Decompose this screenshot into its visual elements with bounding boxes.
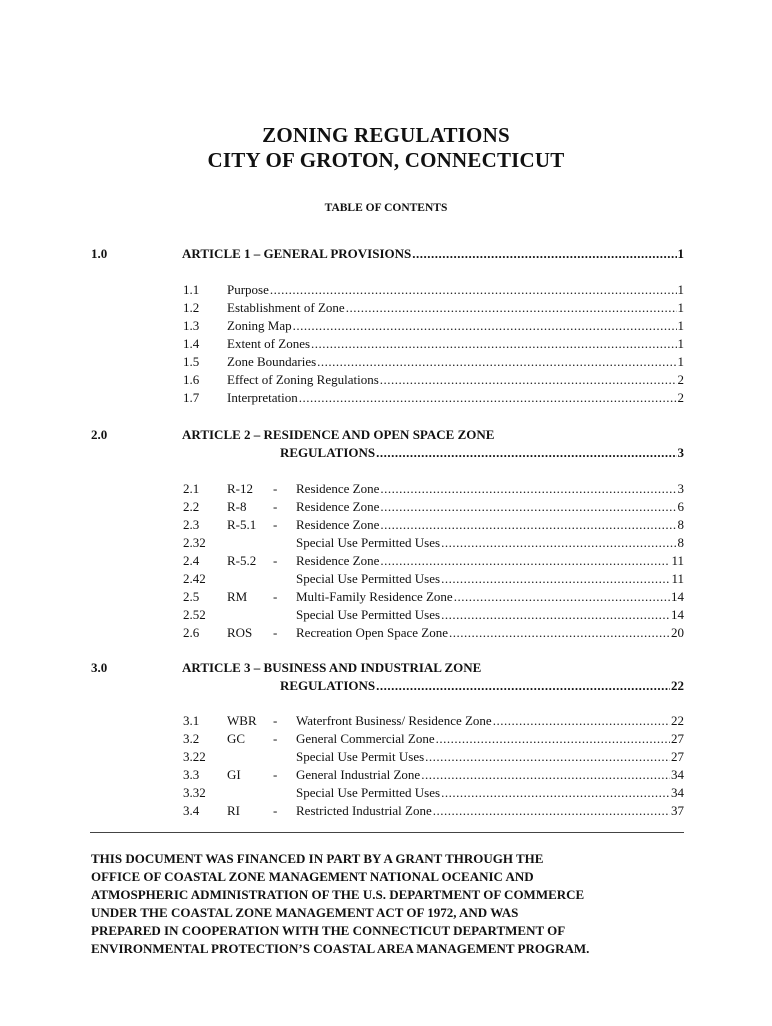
toc-entry-page: 22 <box>671 713 684 728</box>
toc-item-number: 3.4 <box>183 803 200 818</box>
toc-entry-label: Residence Zone <box>296 517 380 532</box>
leader-dots <box>441 535 676 551</box>
funding-notice-line: ENVIRONMENTAL PROTECTION’S COASTAL AREA MANAGEMENT PROGRAM. <box>91 941 590 956</box>
toc-entry[interactable] <box>296 499 684 517</box>
toc-entry-label: Extent of Zones <box>227 336 311 351</box>
toc-entry-label: Multi-Family Residence Zone <box>296 589 453 604</box>
toc-entry-label: General Industrial Zone <box>296 767 421 782</box>
toc-entry-label: Purpose <box>227 282 269 297</box>
toc-entry-page: 20 <box>671 625 684 640</box>
zone-code: R-8 <box>227 499 247 514</box>
toc-entry-page: 11 <box>671 553 684 568</box>
toc-item-number: 2.2 <box>183 499 200 514</box>
horizontal-divider <box>90 832 684 833</box>
funding-notice <box>91 850 691 958</box>
toc-entry-label: Restricted Industrial Zone <box>296 803 432 818</box>
separator-dash: - <box>273 553 278 568</box>
article-3-title[interactable]: ARTICLE 3 – BUSINESS AND INDUSTRIAL ZONE <box>182 660 482 675</box>
toc-item-number: 2.52 <box>183 607 206 622</box>
leader-dots <box>299 390 677 406</box>
article-2-number: 2.0 <box>91 427 108 442</box>
leader-dots <box>436 731 670 747</box>
leader-dots <box>421 767 670 783</box>
leader-dots <box>454 589 670 605</box>
toc-item-number: 1.7 <box>183 390 200 405</box>
toc-item-number: 3.3 <box>183 767 200 782</box>
funding-notice-line: THIS DOCUMENT WAS FINANCED IN PART BY A GRANT THROUGH THE <box>91 851 544 866</box>
toc-item-number: 1.4 <box>183 336 200 351</box>
toc-entry[interactable] <box>296 625 684 643</box>
article-3-page: 22 <box>671 678 684 693</box>
separator-dash: - <box>273 499 278 514</box>
separator-dash: - <box>273 803 278 818</box>
toc-entry-page: 14 <box>671 589 684 604</box>
leader-dots <box>412 246 676 262</box>
toc-entry-page: 2 <box>677 390 684 405</box>
zone-code: R-5.1 <box>227 517 257 532</box>
toc-entry[interactable] <box>227 336 684 354</box>
toc-entry-label: Residence Zone <box>296 481 380 496</box>
toc-entry[interactable] <box>227 300 684 318</box>
leader-dots <box>380 517 676 533</box>
article-1-title: ARTICLE 1 – GENERAL PROVISIONS <box>182 246 412 261</box>
toc-entry-page: 1 <box>677 354 684 369</box>
leader-dots <box>317 354 676 370</box>
leader-dots <box>293 318 677 334</box>
leader-dots <box>441 785 670 801</box>
zone-code: WBR <box>227 713 257 728</box>
toc-entry-page: 1 <box>677 336 684 351</box>
toc-item-number: 1.3 <box>183 318 200 333</box>
leader-dots <box>376 445 676 461</box>
funding-notice-line: ATMOSPHERIC ADMINISTRATION OF THE U.S. DEPARTMENT OF COMMERCE <box>91 887 585 902</box>
leader-dots <box>449 625 670 641</box>
article-1-heading[interactable] <box>182 246 684 262</box>
zone-code: R-12 <box>227 481 253 496</box>
toc-entry-page: 2 <box>677 372 684 387</box>
toc-item-number: 2.3 <box>183 517 200 532</box>
toc-item-number: 2.42 <box>183 571 206 586</box>
toc-entry-page: 3 <box>677 481 684 496</box>
toc-entry-page: 34 <box>671 767 684 782</box>
leader-dots <box>493 713 670 729</box>
leader-dots <box>346 300 677 316</box>
toc-entry-label: Special Use Permitted Uses <box>296 571 441 586</box>
separator-dash: - <box>273 481 278 496</box>
toc-item-number: 2.1 <box>183 481 200 496</box>
toc-entry[interactable] <box>227 390 684 408</box>
toc-entry[interactable] <box>296 767 684 785</box>
toc-entry-label: Zoning Map <box>227 318 292 333</box>
zone-code: RI <box>227 803 240 818</box>
toc-entry-label: Interpretation <box>227 390 298 405</box>
toc-entry[interactable] <box>296 731 684 749</box>
toc-entry[interactable] <box>296 571 684 589</box>
separator-dash: - <box>273 589 278 604</box>
document-title-line1: ZONING REGULATIONS <box>262 123 510 147</box>
toc-entry-label: Zone Boundaries <box>227 354 317 369</box>
toc-item-number: 3.2 <box>183 731 200 746</box>
toc-entry[interactable] <box>296 607 684 625</box>
toc-entry[interactable] <box>296 713 684 731</box>
toc-item-number: 1.1 <box>183 282 200 297</box>
toc-item-number: 3.32 <box>183 785 206 800</box>
article-2-title[interactable]: ARTICLE 2 – RESIDENCE AND OPEN SPACE ZONE <box>182 427 495 442</box>
separator-dash: - <box>273 625 278 640</box>
leader-dots <box>270 282 677 298</box>
toc-item-number: 2.5 <box>183 589 200 604</box>
funding-notice-line: PREPARED IN COOPERATION WITH THE CONNECTICUT DEPARTMENT OF <box>91 923 566 938</box>
toc-entry[interactable] <box>227 318 684 336</box>
toc-entry-page: 14 <box>671 607 684 622</box>
toc-entry[interactable] <box>296 535 684 553</box>
toc-entry-page: 27 <box>671 731 684 746</box>
toc-entry-page: 11 <box>671 571 684 586</box>
toc-item-number: 2.32 <box>183 535 206 550</box>
separator-dash: - <box>273 713 278 728</box>
leader-dots <box>380 481 676 497</box>
toc-entry[interactable] <box>227 282 684 300</box>
zone-code: GC <box>227 731 246 746</box>
zone-code: R-5.2 <box>227 553 257 568</box>
leader-dots <box>380 499 676 515</box>
article-2-page: 3 <box>677 445 684 460</box>
leader-dots <box>311 336 676 352</box>
toc-item-number: 3.22 <box>183 749 206 764</box>
toc-entry[interactable] <box>296 785 684 803</box>
toc-entry-page: 1 <box>677 318 684 333</box>
toc-entry-label: Waterfront Business/ Residence Zone <box>296 713 492 728</box>
zone-code: ROS <box>227 625 253 640</box>
leader-dots <box>376 678 670 694</box>
toc-item-number: 1.2 <box>183 300 200 315</box>
leader-dots <box>425 749 670 765</box>
zone-code: RM <box>227 589 248 604</box>
toc-entry[interactable] <box>296 517 684 535</box>
article-2-heading[interactable] <box>280 445 684 461</box>
toc-entry-page: 37 <box>671 803 684 818</box>
toc-entry-label: Special Use Permitted Uses <box>296 785 441 800</box>
toc-entry[interactable] <box>296 803 684 821</box>
article-3-number: 3.0 <box>91 660 108 675</box>
toc-entry-label: Special Use Permitted Uses <box>296 607 441 622</box>
toc-entry-page: 1 <box>677 300 684 315</box>
toc-entry-label: Special Use Permit Uses <box>296 749 425 764</box>
toc-entry-page: 8 <box>677 535 684 550</box>
toc-entry-page: 8 <box>677 517 684 532</box>
article-2-title-cont: REGULATIONS <box>280 445 376 460</box>
toc-entry-label: General Commercial Zone <box>296 731 435 746</box>
toc-heading: TABLE OF CONTENTS <box>324 202 448 214</box>
leader-dots <box>380 372 677 388</box>
toc-entry[interactable] <box>296 589 684 607</box>
zone-code: GI <box>227 767 241 782</box>
toc-entry-label: Establishment of Zone <box>227 300 345 315</box>
funding-notice-line: OFFICE OF COASTAL ZONE MANAGEMENT NATIONAL OCEANIC AND <box>91 869 534 884</box>
toc-entry-page: 6 <box>677 499 684 514</box>
separator-dash: - <box>273 731 278 746</box>
toc-item-number: 1.6 <box>183 372 200 387</box>
separator-dash: - <box>273 767 278 782</box>
toc-entry[interactable] <box>296 749 684 767</box>
toc-item-number: 2.6 <box>183 625 200 640</box>
separator-dash: - <box>273 517 278 532</box>
toc-entry-page: 34 <box>671 785 684 800</box>
leader-dots <box>441 607 670 623</box>
toc-entry-label: Effect of Zoning Regulations <box>227 372 379 387</box>
document-title-line2: CITY OF GROTON, CONNECTICUT <box>207 148 565 172</box>
toc-entry-label: Recreation Open Space Zone <box>296 625 448 640</box>
toc-entry-label: Special Use Permitted Uses <box>296 535 441 550</box>
toc-entry[interactable] <box>227 372 684 390</box>
leader-dots <box>441 571 670 587</box>
toc-item-number: 3.1 <box>183 713 200 728</box>
article-3-heading[interactable] <box>280 678 684 694</box>
toc-item-number: 2.4 <box>183 553 200 568</box>
toc-entry-label: Residence Zone <box>296 499 380 514</box>
toc-entry[interactable] <box>296 553 684 571</box>
funding-notice-line: UNDER THE COASTAL ZONE MANAGEMENT ACT OF 1972, AND WAS <box>91 905 519 920</box>
toc-entry-page: 27 <box>671 749 684 764</box>
toc-entry[interactable] <box>296 481 684 499</box>
toc-entry[interactable] <box>227 354 684 372</box>
article-3-title-cont: REGULATIONS <box>280 678 376 693</box>
article-1-page: 1 <box>677 246 684 261</box>
leader-dots <box>433 803 670 819</box>
leader-dots <box>380 553 670 569</box>
toc-entry-label: Residence Zone <box>296 553 380 568</box>
article-1-number: 1.0 <box>91 246 108 261</box>
toc-entry-page: 1 <box>677 282 684 297</box>
toc-item-number: 1.5 <box>183 354 200 369</box>
